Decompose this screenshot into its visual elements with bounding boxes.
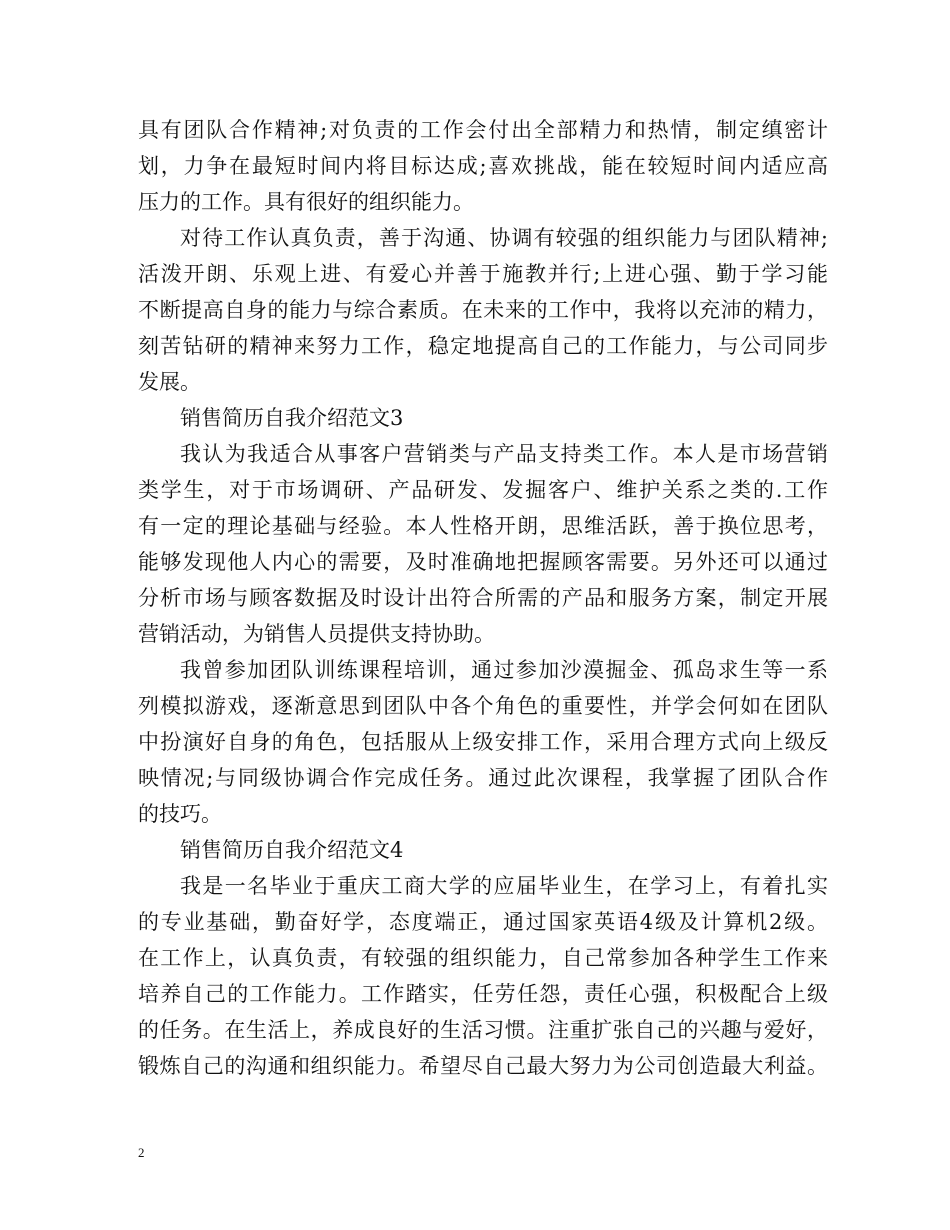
text-line: 有一定的理论基础与经验。本人性格开朗，思维活跃，善于换位思考，: [138, 514, 828, 538]
text-line: 我是一名毕业于重庆工商大学的应届毕业生，在学习上，有着扎实: [180, 874, 828, 898]
document-body: [138, 112, 828, 1084]
section-heading: 销售简历自我介绍范文4: [180, 838, 404, 862]
text-line: 列模拟游戏，逐渐意思到团队中各个角色的重要性，并学会何如在团队: [138, 694, 828, 718]
text-line: 的技巧。: [138, 802, 222, 826]
text-line: 分析市场与顾客数据及时设计出符合所需的产品和服务方案，制定开展: [138, 586, 828, 610]
text-line: 发展。: [138, 370, 201, 394]
text-line: 划，力争在最短时间内将目标达成;喜欢挑战，能在较短时间内适应高: [138, 154, 828, 178]
text-line: 具有团队合作精神;对负责的工作会付出全部精力和热情，制定缜密计: [138, 118, 828, 142]
text-line: 类学生，对于市场调研、产品研发、发掘客户、维护关系之类的.工作: [138, 478, 828, 502]
text-line: 活泼开朗、乐观上进、有爱心并善于施教并行;上进心强、勤于学习能: [138, 262, 828, 286]
text-line: 压力的工作。具有很好的组织能力。: [138, 190, 474, 214]
text-line: 中扮演好自身的角色，包括服从上级安排工作，采用合理方式向上级反: [138, 730, 828, 754]
text-line: 的任务。在生活上，养成良好的生活习惯。注重扩张自己的兴趣与爱好，: [138, 1018, 828, 1042]
text-line: 我曾参加团队训练课程培训，通过参加沙漠掘金、孤岛求生等一系: [180, 658, 828, 682]
text-line: 能够发现他人内心的需要，及时准确地把握顾客需要。另外还可以通过: [138, 550, 828, 574]
text-line: 对待工作认真负责，善于沟通、协调有较强的组织能力与团队精神;: [180, 226, 828, 250]
text-line: 锻炼自己的沟通和组织能力。希望尽自己最大努力为公司创造最大利益。: [138, 1054, 828, 1078]
text-line: 培养自己的工作能力。工作踏实，任劳任怨，责任心强，积极配合上级: [138, 982, 828, 1006]
text-line: 刻苦钻研的精神来努力工作，稳定地提高自己的工作能力，与公司同步: [138, 334, 828, 358]
text-line: 的专业基础，勤奋好学，态度端正，通过国家英语4级及计算机2级。: [138, 910, 828, 934]
page-number: 2: [138, 1145, 145, 1160]
text-line: 在工作上，认真负责，有较强的组织能力，自己常参加各种学生工作来: [138, 946, 828, 970]
section-heading: 销售简历自我介绍范文3: [180, 406, 404, 430]
text-line: 我认为我适合从事客户营销类与产品支持类工作。本人是市场营销: [180, 442, 828, 466]
text-line: 映情况;与同级协调合作完成任务。通过此次课程，我掌握了团队合作: [138, 766, 828, 790]
text-line: 不断提高自身的能力与综合素质。在未来的工作中，我将以充沛的精力，: [138, 298, 828, 322]
text-line: 营销活动，为销售人员提供支持协助。: [138, 622, 495, 646]
